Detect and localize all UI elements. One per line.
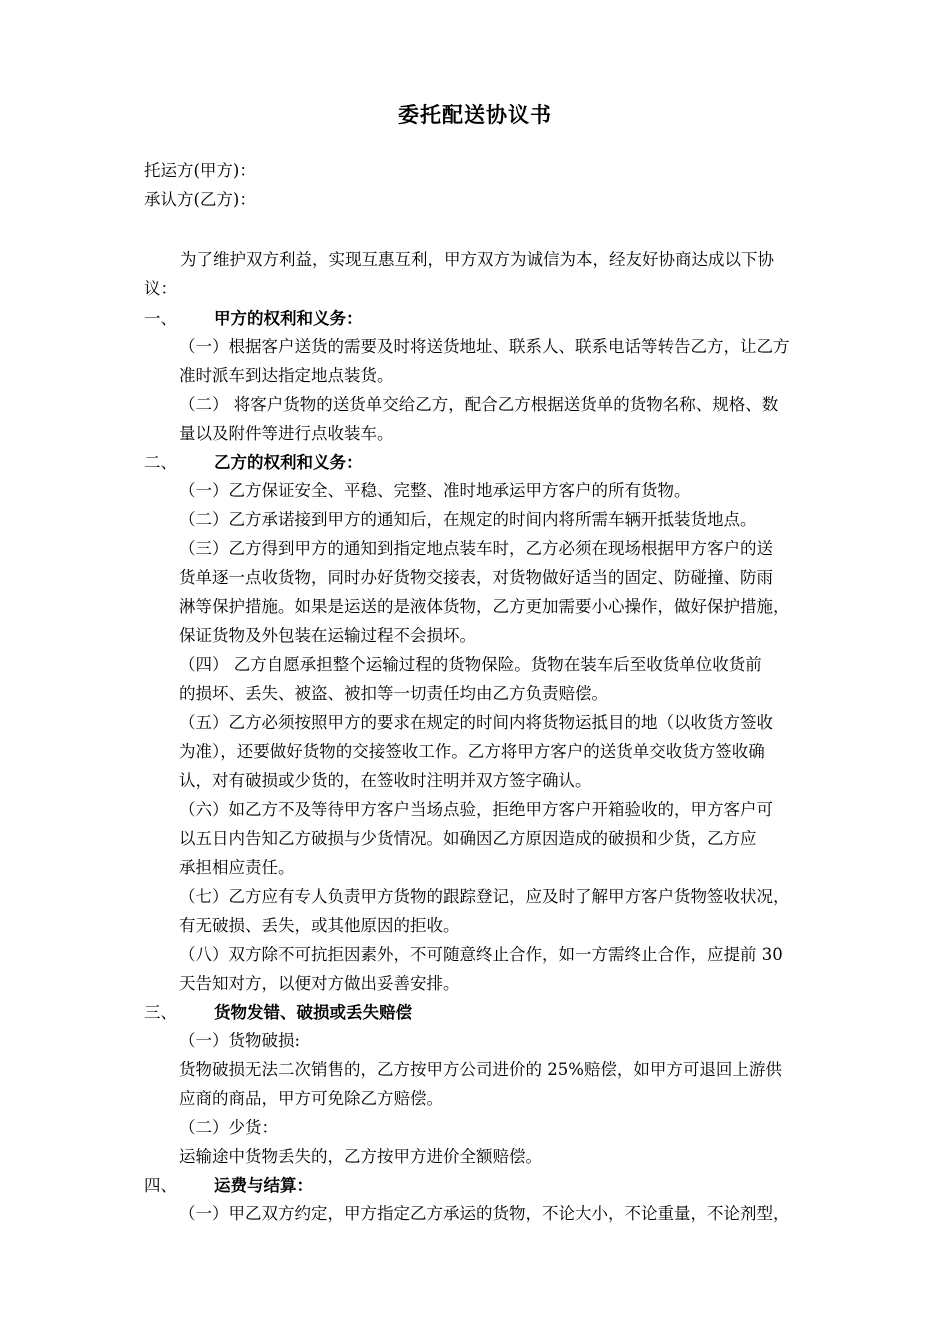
section-number: 二、 [144,453,177,472]
section-title: 乙方的权利和义务： [214,453,363,472]
clause-line: （六）如乙方不及等待甲方客户当场点验，拒绝甲方客户开箱验收的，甲方客户可 [179,800,773,819]
clause-line: （二）乙方承诺接到甲方的通知后，在规定的时间内将所需车辆开抵装货地点。 [179,510,757,529]
section-heading [144,1002,412,1024]
clause-line: 保证货物及外包装在运输过程不会损坏。 [179,626,476,645]
clause-line: 认，对有破损或少货的，在签收时注明并双方签字确认。 [179,771,592,790]
clause-line: （一）乙方保证安全、平稳、完整、准时地承运甲方客户的所有货物。 [179,481,691,500]
clause-line: （五）乙方必须按照甲方的要求在规定的时间内将货物运抵目的地（以收货方签收 [179,713,773,732]
clause-line: （一）根据客户送货的需要及时将送货地址、联系人、联系电话等转告乙方，让乙方 [179,337,790,356]
section-title: 货物发错、破损或丢失赔偿 [214,1003,412,1022]
clause-line: 以五日内告知乙方破损与少货情况。如确因乙方原因造成的破损和少货，乙方应 [179,829,757,848]
clause-line: 淋等保护措施。如果是运送的是液体货物，乙方更加需要小心操作，做好保护措施， [179,597,790,616]
clause-line: （一）货物破损: [179,1031,301,1050]
section-heading [144,308,363,330]
clause-line: 天告知对方，以便对方做出妥善安排。 [179,974,460,993]
clause-line: （三）乙方得到甲方的通知到指定地点装车时，乙方必须在现场根据甲方客户的送 [179,539,773,558]
document-title: 委托配送协议书 [398,103,552,127]
clause-line: 准时派车到达指定地点装货。 [179,366,394,385]
section-number: 一、 [144,309,177,328]
clause-line: 的损坏、丢失、被盗、被扣等一切责任均由乙方负责赔偿。 [179,684,608,703]
clause-line: 运输途中货物丢失的，乙方按甲方进价全额赔偿。 [179,1147,542,1166]
clause-line: 应商的商品，甲方可免除乙方赔偿。 [179,1089,443,1108]
section-heading [144,452,363,474]
clause-line: 有无破损、丢失，或其他原因的拒收。 [179,916,460,935]
clause-line: （八）双方除不可抗拒因素外，不可随意终止合作，如一方需终止合作，应提前 30 [179,945,783,964]
clause-line: 承担相应责任。 [179,858,295,877]
clause-line: 货物破损无法二次销售的，乙方按甲方公司进价的 25%赔偿，如甲方可退回上游供 [179,1060,782,1079]
intro-line: 议： [144,279,177,298]
clause-line: （二）少货： [179,1118,278,1137]
clause-line: （二） 将客户货物的送货单交给乙方，配合乙方根据送货单的货物名称、规格、数 [179,395,779,414]
intro-line: 为了维护双方利益，实现互惠互利，甲方双方为诚信为本，经友好协商达成以下协 [180,250,774,269]
clause-line: （四） 乙方自愿承担整个运输过程的货物保险。货物在装车后至收货单位收货前 [179,655,762,674]
clause-line: 货单逐一点收货物，同时办好货物交接表，对货物做好适当的固定、防碰撞、防雨 [179,568,773,587]
clause-line: 为准），还要做好货物的交接签收工作。乙方将甲方客户的送货单交收货方签收确 [179,742,765,761]
party-a-label: 托运方(甲方)： [144,161,256,180]
section-heading [144,1175,313,1197]
clause-line: 量以及附件等进行点收装车。 [179,424,394,443]
section-number: 四、 [144,1176,177,1195]
party-b-label: 承认方(乙方)： [144,190,256,209]
section-title: 运费与结算： [214,1176,313,1195]
section-number: 三、 [144,1003,177,1022]
section-title: 甲方的权利和义务： [214,309,363,328]
clause-line: （一）甲乙双方约定，甲方指定乙方承运的货物，不论大小，不论重量，不论剂型， [179,1204,790,1223]
clause-line: （七）乙方应有专人负责甲方货物的跟踪登记，应及时了解甲方客户货物签收状况， [179,887,790,906]
